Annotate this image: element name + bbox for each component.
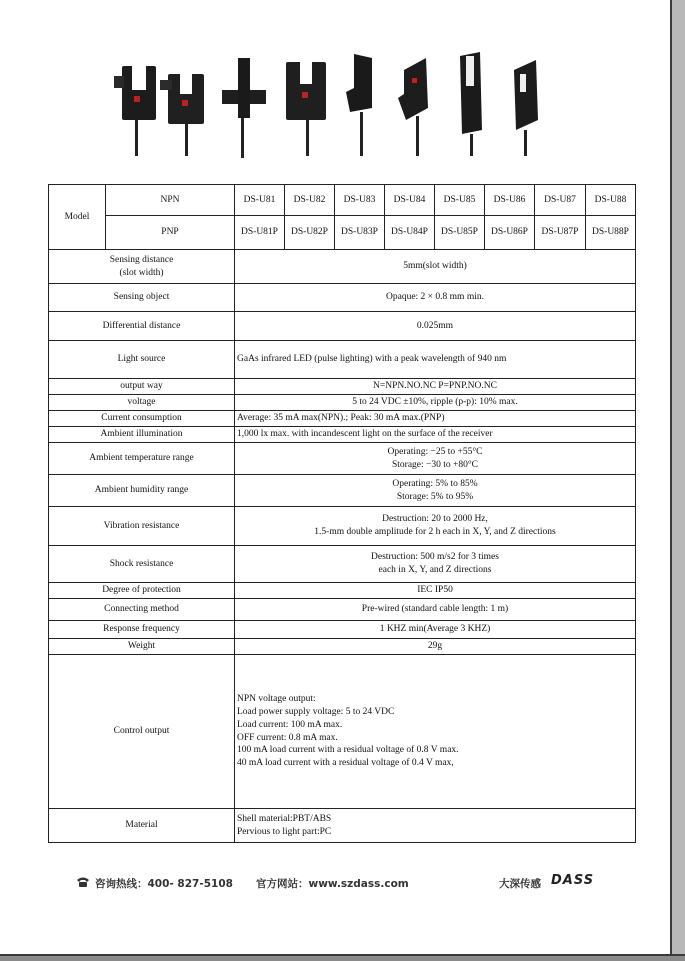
table-row <box>49 655 636 809</box>
npn-model-cell: DS-U88 <box>586 185 636 216</box>
spec-value: 5mm(slot width) <box>235 250 636 284</box>
spec-value: Pre-wired (standard cable length: 1 m) <box>235 599 636 621</box>
spec-label: Weight <box>49 639 235 655</box>
table-row <box>49 621 636 639</box>
sensor-photo-ds-u82 <box>160 74 204 156</box>
spec-label: Sensing object <box>49 284 235 312</box>
spec-value: 0.025mm <box>235 312 636 341</box>
sensor-photo-ds-u84 <box>286 62 326 156</box>
table-row-pnp <box>49 216 636 250</box>
sensor-photo-ds-u88 <box>514 60 538 156</box>
pnp-label: PNP <box>106 216 235 250</box>
spec-label: Material <box>49 809 235 843</box>
spec-value: 1 KHZ min(Average 3 KHZ) <box>235 621 636 639</box>
table-row <box>49 639 636 655</box>
pnp-model-cell: DS-U85P <box>435 216 485 250</box>
sensor-photo-ds-u81 <box>114 66 156 156</box>
npn-model-cell: DS-U84 <box>385 185 435 216</box>
spec-value: NPN voltage output: Load power supply voltage: 5 to 24 VDC Load current: 100 mA max. OFF current: 0.8 mA max. 100 mA load current with a residual voltage of 0.8 V max. 40 mA load current with a residual voltage of 0.4 V max, <box>235 655 636 809</box>
spec-label: voltage <box>49 395 235 411</box>
spec-label: output way <box>49 379 235 395</box>
page-frame-right <box>671 0 685 961</box>
table-row <box>49 250 636 284</box>
table-row <box>49 809 636 843</box>
spec-value: Shell material:PBT/ABS Pervious to light part:PC <box>235 809 636 843</box>
pnp-model-cell: DS-U86P <box>485 216 535 250</box>
sensor-photo-ds-u85 <box>346 54 372 156</box>
phone-icon <box>76 876 90 888</box>
brand-logo <box>499 875 609 891</box>
brand-name-cn: 大深传感 <box>499 878 541 890</box>
npn-model-cell: DS-U86 <box>485 185 535 216</box>
pnp-model-cell: DS-U84P <box>385 216 435 250</box>
pnp-model-cell: DS-U87P <box>535 216 586 250</box>
npn-model-cell: DS-U87 <box>535 185 586 216</box>
spec-label: Ambient humidity range <box>49 475 235 507</box>
table-row-npn <box>49 185 636 216</box>
spec-label: Current consumption <box>49 411 235 427</box>
table-row <box>49 507 636 546</box>
table-row <box>49 583 636 599</box>
footer-hotline: 咨询热线：400- 827-5108 <box>95 878 233 890</box>
pnp-model-cell: DS-U82P <box>285 216 335 250</box>
spec-label: Shock resistance <box>49 546 235 583</box>
spec-label: Light source <box>49 341 235 379</box>
spec-value: Destruction: 20 to 2000 Hz, 1.5-mm double amplitude for 2 h each in X, Y, and Z directions <box>235 507 636 546</box>
product-photo-strip <box>110 48 570 164</box>
table-row <box>49 546 636 583</box>
spec-value: Operating: 5% to 85% Storage: 5% to 95% <box>235 475 636 507</box>
product-photos-image <box>110 48 570 164</box>
table-row <box>49 379 636 395</box>
npn-model-cell: DS-U83 <box>335 185 385 216</box>
pnp-model-cell: DS-U81P <box>235 216 285 250</box>
npn-model-cell: DS-U85 <box>435 185 485 216</box>
npn-model-cell: DS-U81 <box>235 185 285 216</box>
sensor-photo-ds-u83 <box>222 58 266 158</box>
spec-value: Opaque: 2 × 0.8 mm min. <box>235 284 636 312</box>
spec-label: Response frequency <box>49 621 235 639</box>
npn-label: NPN <box>106 185 235 216</box>
spec-value: 1,000 lx max. with incandescent light on the surface of the receiver <box>235 427 636 443</box>
spec-value: GaAs infrared LED (pulse lighting) with a peak wavelength of 940 nm <box>235 341 636 379</box>
spec-value: Destruction: 500 m/s2 for 3 times each in X, Y, and Z directions <box>235 546 636 583</box>
footer-website: 官方网站：www.szdass.com <box>256 878 409 890</box>
spec-label: Vibration resistance <box>49 507 235 546</box>
spec-value: 29g <box>235 639 636 655</box>
spec-table <box>48 184 636 843</box>
brand-logo-text: DASS <box>551 873 595 888</box>
npn-model-cell: DS-U82 <box>285 185 335 216</box>
table-row <box>49 395 636 411</box>
spec-label: Ambient temperature range <box>49 443 235 475</box>
table-row <box>49 427 636 443</box>
spec-value: Operating: −25 to +55°C Storage: −30 to +80°C <box>235 443 636 475</box>
sensor-photo-ds-u86 <box>398 58 428 156</box>
spec-label: Ambient illumination <box>49 427 235 443</box>
sensor-photo-ds-u87 <box>460 52 482 156</box>
spec-label: Differential distance <box>49 312 235 341</box>
model-label: Model <box>49 185 106 250</box>
table-row <box>49 411 636 427</box>
spec-label: Degree of protection <box>49 583 235 599</box>
table-row <box>49 284 636 312</box>
table-row <box>49 475 636 507</box>
pnp-model-cell: DS-U88P <box>586 216 636 250</box>
spec-label: Connecting method <box>49 599 235 621</box>
spec-label: Control output <box>49 655 235 809</box>
spec-label: Sensing distance (slot width) <box>49 250 235 284</box>
page-footer <box>76 873 595 891</box>
table-row <box>49 341 636 379</box>
table-row <box>49 312 636 341</box>
page-frame-bottom-edge <box>0 954 685 956</box>
table-row <box>49 443 636 475</box>
pnp-model-cell: DS-U83P <box>335 216 385 250</box>
spec-value: 5 to 24 VDC ±10%, ripple (p-p): 10% max. <box>235 395 636 411</box>
table-row <box>49 599 636 621</box>
page-frame-right-edge <box>670 0 672 961</box>
spec-value: Average: 35 mA max(NPN).; Peak: 30 mA max.(PNP) <box>235 411 636 427</box>
spec-value: N=NPN.NO.NC P=PNP.NO.NC <box>235 379 636 395</box>
spec-value: IEC IP50 <box>235 583 636 599</box>
